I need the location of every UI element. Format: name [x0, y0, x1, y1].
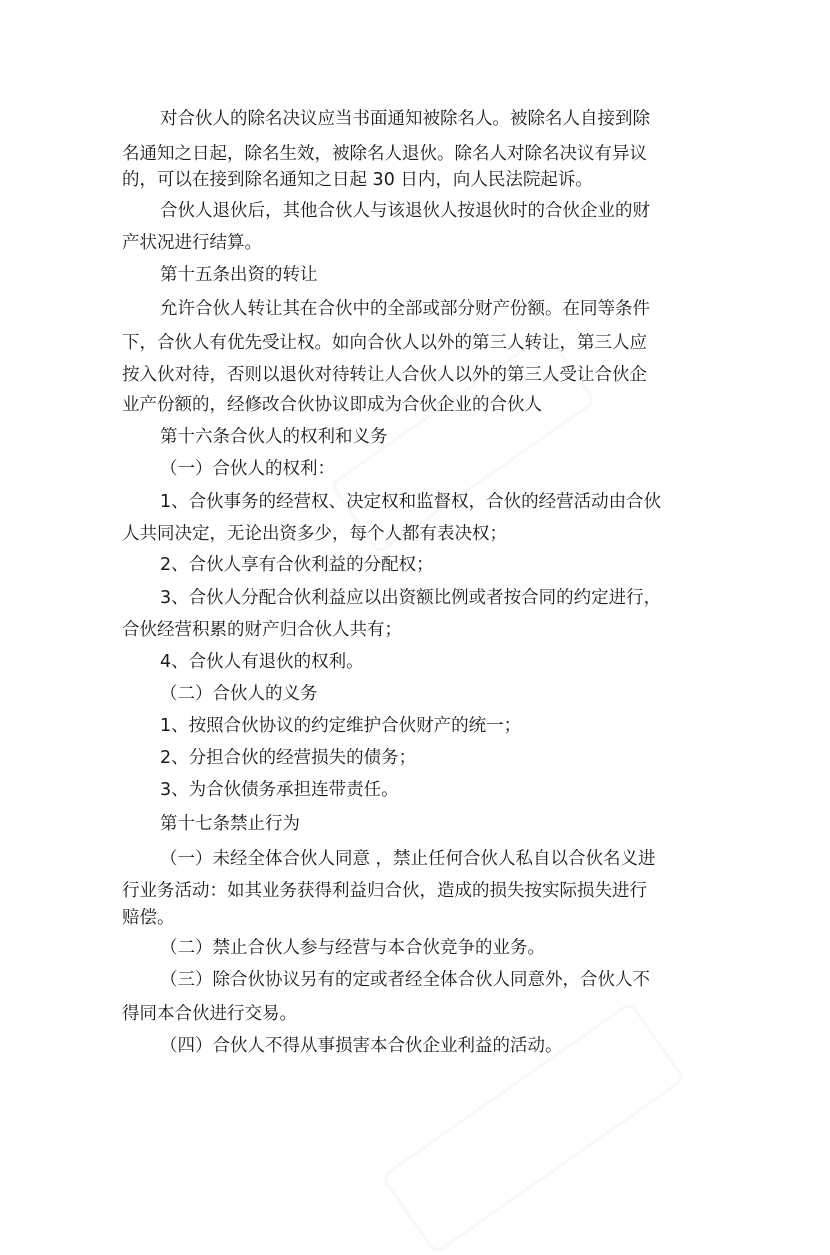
- text-line: 3、为合伙债务承担连带责任。: [160, 780, 399, 800]
- text-line: 下，合伙人有优先受让权。如向合伙人以外的第三人转让，第三人应: [122, 333, 647, 353]
- text-line: 产状况进行结算。: [122, 233, 262, 253]
- text-line: 业产份额的，经修改合伙协议即成为合伙企业的合伙人: [122, 395, 542, 415]
- section-heading: 第十五条出资的转让: [160, 265, 318, 285]
- section-heading: 第十七条禁止行为: [160, 814, 300, 834]
- text-line: 2、合伙人享有合伙利益的分配权；: [160, 555, 434, 575]
- text-line: 3、合伙人分配合伙利益应以出资额比例或者按合同的约定进行，: [160, 588, 662, 608]
- text-line: 的，可以在接到除名通知之日起 30 日内，向人民法院起诉。: [122, 170, 593, 190]
- text-line: （一）合伙人的权利：: [160, 459, 335, 479]
- text-line: 按入伙对待，否则以退伙对待转让人合伙人以外的第三人受让合伙企: [122, 365, 647, 385]
- text-line: （二）合伙人的义务: [160, 684, 318, 704]
- text-line: （三）除合伙协议另有的定或者经全体合伙人同意外，合伙人不: [160, 970, 650, 990]
- text-line: 1、合伙事务的经营权、决定权和监督权，合伙的经营活动由合伙: [160, 492, 662, 512]
- text-line: 2、分担合伙的经营损失的债务；: [160, 748, 417, 768]
- text-line: 合伙人退伙后，其他合伙人与该退伙人按退伙时的合伙企业的财: [160, 201, 650, 221]
- text-line: 赔偿。: [122, 908, 175, 928]
- text-line: 4、合伙人有退伙的权利。: [160, 652, 364, 672]
- text-line: 名通知之日起，除名生效，被除名人退伙。除名人对除名决议有异议: [122, 144, 647, 164]
- section-heading: 第十六条合伙人的权利和义务: [160, 427, 388, 447]
- text-line: 行业务活动：如其业务获得利益归合伙，造成的损失按实际损失进行: [122, 881, 647, 901]
- text-line: 1、按照合伙协议的约定维护合伙财产的统一；: [160, 716, 522, 736]
- text-line: 人共同决定，无论出资多少，每个人都有表决权；: [122, 524, 507, 544]
- text-line: （四）合伙人不得从事损害本合伙企业利益的活动。: [160, 1036, 563, 1056]
- text-line: （二）禁止合伙人参与经营与本合伙竞争的业务。: [160, 938, 545, 958]
- text-line: （一）未经全体合伙人同意 ，禁止任何合伙人私自以合伙名义进: [160, 849, 656, 869]
- text-line: 对合伙人的除名决议应当书面通知被除名人。被除名人自接到除: [160, 109, 650, 129]
- text-line: 允许合伙人转让其在合伙中的全部或部分财产份额。在同等条件: [160, 299, 650, 319]
- text-line: 合伙经营积累的财产归合伙人共有；: [122, 620, 402, 640]
- text-line: 得同本合伙进行交易。: [122, 1004, 297, 1024]
